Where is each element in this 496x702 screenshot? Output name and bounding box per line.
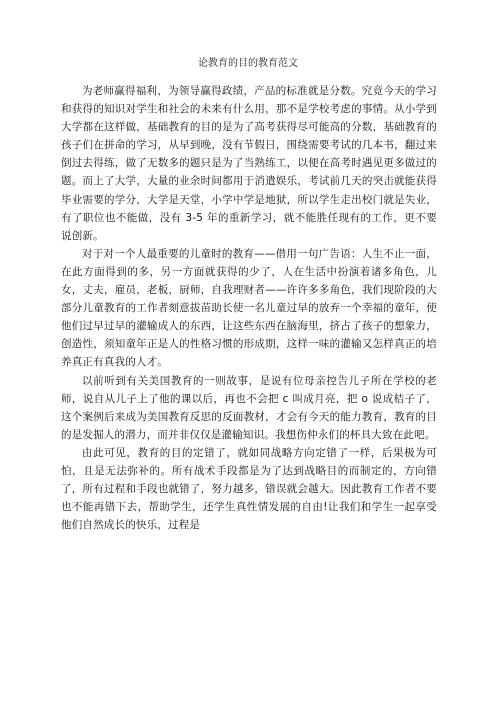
paragraph: 由此可见，教育的目的定错了，就如同战略方向定错了一样，后果极为可怕，且是无法弥补的。所有战术手段都是为了达到战略目的而制定的，方向错了，所有过程和手段也就错了，努力越多，错误就会越大。因此教育工作者不要也不能再错下去，帮助学生，还学生真性情发展的自由!让我们和学生一起享受他们自然成长的快乐，过程是 — [61, 446, 437, 532]
paragraph: 以前听到有关美国教育的一则故事，是说有位母亲控告儿子所在学校的老师，说自从儿子上了他的课以后，再也不会把 c 叫成月亮，把 o 说成桔子了，这个案例后来成为美国教育反思的反面教材，才会有今天的能力教育，教育的目的是发掘人的潜力，而并非仅仅是灌输知识。我想伤仲永们的杯具大致在此吧。 — [61, 374, 437, 441]
document-title: 论教育的目的教育范文 — [198, 58, 298, 69]
paragraph: 为老师赢得福利，为领导赢得政绩，产品的标准就是分数。究竟今天的学习和获得的知识对学生和社会的未来有什么用，那不是学校考虑的事情。从小学到大学都在这样做，基础教育的目的是为了高考获得尽可能高的分数，基础教育的孩子们在拼命的学习，从早到晚，没有节假日，围绕需要考试的几本书，翻过来倒过去得练，做了无数多的题只是为了当熟练工，以便在高考时遇见更多做过的题。而上了大学，大量的业余时间都用于消遣娱乐，考试前几天的突击就能获得毕业需要的学分，大学是天堂，小学中学是地狱，所以学生走出校门就是失业，有了职位也不能做，没有 3-5 年的重新学习，就不能胜任现有的工作，更不要说创新。 — [61, 85, 437, 242]
document-body — [61, 82, 437, 534]
paragraph: 对于对一个人最重要的儿童时的教育——借用一句广告语：人生不止一面，在此方面得到的多，另一方面就获得的少了，人在生活中扮演着诸多角色，儿女，丈夫，雇员，老板，厨师，自我理财者——许许多多角色，我们现阶段的大部分儿童教育的工作者刻意拔苗助长使一名儿童过早的放弃一个幸福的童年，使他们过早过早的灌输成人的东西，让这些东西在脑海里，挤占了孩子的想象力，创造性，须知童年正是人的性格习惯的形成期，这样一味的灌输又怎样真正的培养真正有真我的人才。 — [61, 247, 437, 369]
